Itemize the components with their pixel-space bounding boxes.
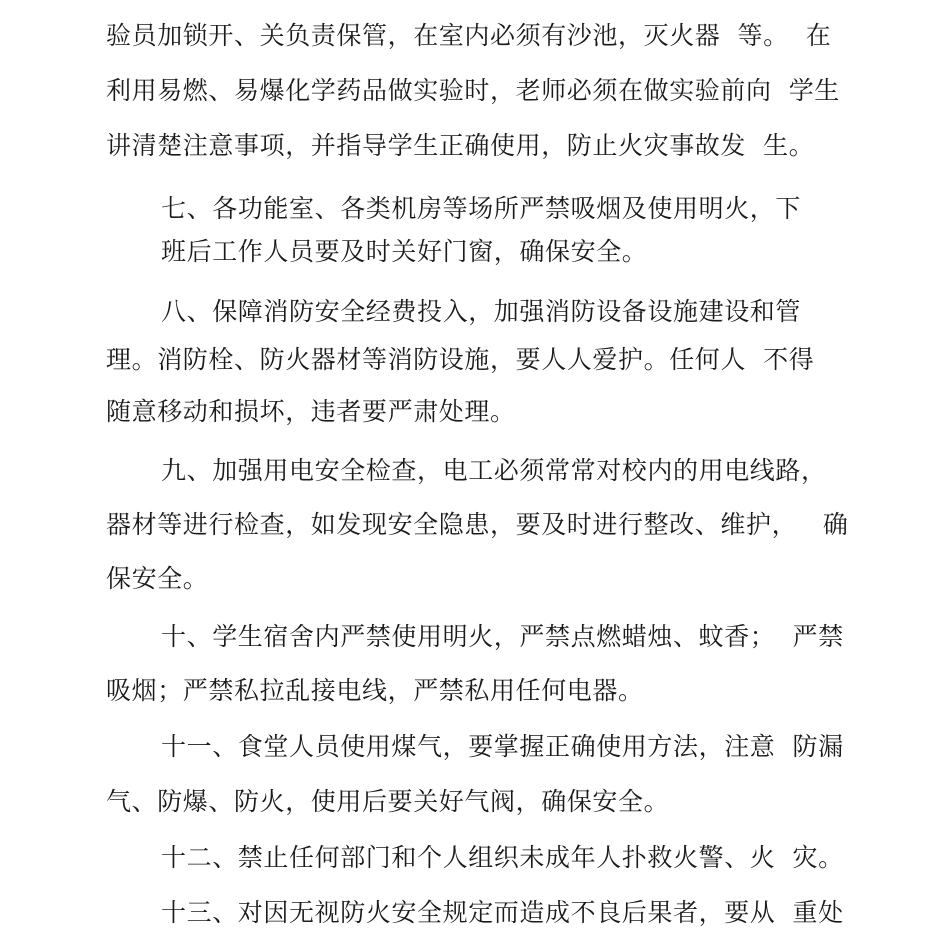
text-line: 器材等进行检查，如发现安全隐患，要及时进行整改、维护， 确 xyxy=(106,510,849,539)
text-line: 十二、禁止任何部门和个人组织未成年人扑救火警、火 灾。 xyxy=(161,843,844,872)
text-line: 十三、对因无视防火安全规定而造成不良后果者，要从 重处 xyxy=(161,898,844,927)
text-line: 八、保障消防安全经费投入，加强消防设备设施建设和管 xyxy=(161,297,802,326)
text-line: 理。消防栓、防火器材等消防设施，要人人爱护。任何人 不得 xyxy=(106,345,815,374)
text-line: 气、防爆、防火，使用后要关好气阀，确保安全。 xyxy=(106,787,670,816)
text-line: 随意移动和损坏，违者要严肃处理。 xyxy=(106,397,516,426)
text-line: 验员加锁开、关负责保管，在室内必须有沙池，灭火器 等。 在 xyxy=(106,21,832,50)
text-line: 七、各功能室、各类机房等场所严禁吸烟及使用明火，下 xyxy=(161,194,802,223)
text-line: 利用易燃、易爆化学药品做实验时，老师必须在做实验前向 学生 xyxy=(106,76,840,105)
text-line: 吸烟；严禁私拉乱接电线，严禁私用任何电器。 xyxy=(106,676,644,705)
text-line: 九、加强用电安全检查，电工必须常常对校内的用电线路， xyxy=(161,456,827,485)
text-line: 班后工作人员要及时关好门窗，确保安全。 xyxy=(161,237,648,266)
text-line: 保安全。 xyxy=(106,564,209,593)
text-line: 讲清楚注意事项，并指导学生正确使用，防止火灾事故发 生。 xyxy=(106,131,815,160)
text-line: 十、学生宿舍内严禁使用明火，严禁点燃蜡烛、蚊香； 严禁 xyxy=(161,622,844,651)
text-line: 十一、食堂人员使用煤气，要掌握正确使用方法，注意 防漏 xyxy=(161,732,844,761)
